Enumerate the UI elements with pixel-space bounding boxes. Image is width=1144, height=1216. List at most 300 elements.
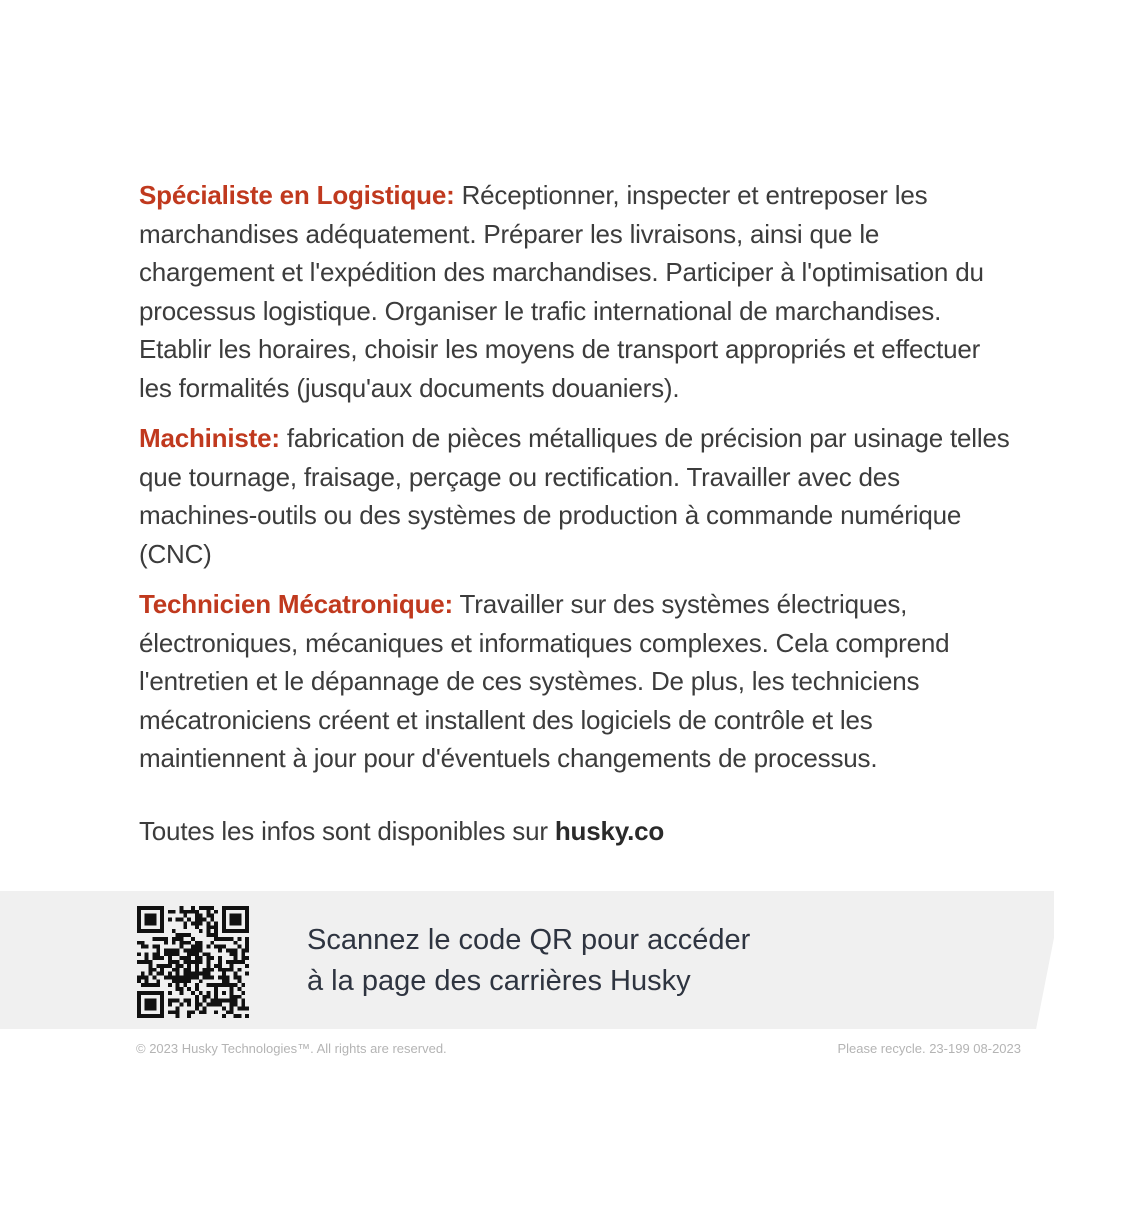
qr-module — [203, 999, 207, 1003]
qr-module — [164, 937, 168, 941]
qr-module — [203, 906, 207, 910]
job-mechatronics — [139, 585, 1019, 778]
qr-module — [195, 964, 199, 968]
qr-module — [168, 983, 172, 987]
qr-module — [141, 906, 145, 910]
qr-module — [222, 999, 226, 1003]
qr-module — [203, 972, 207, 976]
qr-module — [226, 1010, 230, 1014]
qr-module — [199, 979, 203, 983]
copyright-notice: © 2023 Husky Technologies™. All rights are reserved. — [136, 1041, 447, 1056]
qr-module — [137, 1003, 141, 1007]
qr-module — [191, 910, 195, 914]
qr-module — [245, 906, 249, 910]
qr-module — [234, 929, 238, 933]
qr-module — [145, 1014, 149, 1018]
qr-module — [245, 941, 249, 945]
qr-module — [214, 987, 218, 991]
qr-module — [245, 929, 249, 933]
qr-module — [234, 952, 238, 956]
qr-module — [168, 960, 172, 964]
qr-module — [152, 945, 156, 949]
qr-module — [199, 945, 203, 949]
qr-module — [183, 983, 187, 987]
qr-module — [160, 1014, 164, 1018]
recycle-notice: Please recycle. 23-199 08-2023 — [837, 1041, 1021, 1056]
qr-module — [195, 987, 199, 991]
qr-module — [214, 929, 218, 933]
qr-module — [210, 941, 214, 945]
qr-module — [210, 968, 214, 972]
qr-module — [214, 910, 218, 914]
qr-module — [168, 999, 172, 1003]
qr-module — [152, 983, 156, 987]
qr-module — [187, 952, 191, 956]
qr-module — [156, 945, 160, 949]
qr-module — [183, 999, 187, 1003]
qr-module — [237, 1006, 241, 1010]
qr-module — [199, 929, 203, 933]
qr-module — [168, 1010, 172, 1014]
qr-module — [237, 906, 241, 910]
qr-caption-line-2: à la page des carrières Husky — [307, 965, 691, 997]
qr-module — [191, 960, 195, 964]
qr-module — [245, 945, 249, 949]
qr-module — [149, 964, 153, 968]
job-text-mechatronics: Travailler sur des systèmes électriques, électroniques, mécaniques et informatiques complexes. Cela comprend l'entretien et le dépannage de ces systèmes. De plus, les techniciens mécatroniciens créent et installent des logiciels de contrôle et les maintiennent à jour pour d'éventuels changements de processus. — [139, 589, 950, 773]
qr-module — [141, 983, 145, 987]
qr-module — [176, 999, 180, 1003]
qr-module — [237, 979, 241, 983]
qr-module — [245, 964, 249, 968]
qr-module — [214, 1010, 218, 1014]
qr-module — [187, 910, 191, 914]
qr-module — [226, 968, 230, 972]
qr-module — [210, 925, 214, 929]
qr-module — [234, 976, 238, 980]
qr-module — [237, 918, 241, 922]
qr-module — [187, 941, 191, 945]
qr-module — [195, 968, 199, 972]
qr-module — [191, 1010, 195, 1014]
qr-module — [203, 1010, 207, 1014]
job-title-mechatronics: Technicien Mécatronique: — [139, 589, 453, 619]
qr-module — [203, 1006, 207, 1010]
qr-module — [160, 1006, 164, 1010]
qr-module — [137, 929, 141, 933]
qr-module — [168, 910, 172, 914]
qr-module — [141, 929, 145, 933]
qr-module — [237, 987, 241, 991]
qr-module — [234, 956, 238, 960]
qr-module — [222, 983, 226, 987]
qr-module — [137, 918, 141, 922]
qr-module — [214, 964, 218, 968]
qr-module — [183, 948, 187, 952]
qr-module — [176, 983, 180, 987]
qr-module — [183, 979, 187, 983]
qr-code-icon[interactable] — [137, 906, 249, 1018]
qr-module — [176, 960, 180, 964]
qr-module — [168, 972, 172, 976]
qr-module — [149, 999, 153, 1003]
qr-module — [137, 1010, 141, 1014]
qr-module — [156, 991, 160, 995]
qr-module — [172, 976, 176, 980]
qr-module — [199, 941, 203, 945]
qr-module — [210, 933, 214, 937]
qr-module — [160, 1003, 164, 1007]
qr-module — [179, 933, 183, 937]
qr-module — [222, 929, 226, 933]
qr-module — [137, 941, 141, 945]
qr-module — [145, 918, 149, 922]
qr-module — [137, 925, 141, 929]
qr-module — [160, 968, 164, 972]
qr-module — [160, 921, 164, 925]
qr-module — [241, 983, 245, 987]
qr-module — [210, 918, 214, 922]
qr-module — [207, 991, 211, 995]
qr-module — [152, 918, 156, 922]
qr-module — [183, 925, 187, 929]
qr-module — [195, 1003, 199, 1007]
qr-module — [230, 914, 234, 918]
qr-module — [214, 991, 218, 995]
qr-module — [195, 952, 199, 956]
qr-module — [245, 914, 249, 918]
qr-module — [199, 972, 203, 976]
qr-module — [226, 948, 230, 952]
qr-module — [164, 948, 168, 952]
qr-module — [195, 956, 199, 960]
qr-module — [191, 952, 195, 956]
qr-module — [183, 910, 187, 914]
qr-module — [176, 979, 180, 983]
qr-module — [183, 933, 187, 937]
qr-module — [176, 918, 180, 922]
qr-module — [145, 956, 149, 960]
qr-module — [191, 948, 195, 952]
qr-module — [245, 918, 249, 922]
qr-module — [241, 1003, 245, 1007]
qr-module — [199, 918, 203, 922]
qr-module — [176, 968, 180, 972]
qr-module — [226, 960, 230, 964]
qr-module — [187, 976, 191, 980]
qr-module — [149, 1003, 153, 1007]
qr-module — [203, 995, 207, 999]
qr-module — [137, 952, 141, 956]
qr-module — [168, 991, 172, 995]
qr-module — [179, 976, 183, 980]
qr-module — [245, 1014, 249, 1018]
qr-module — [218, 956, 222, 960]
qr-module — [152, 956, 156, 960]
qr-module — [152, 914, 156, 918]
qr-module — [214, 933, 218, 937]
qr-module — [137, 910, 141, 914]
qr-module — [234, 995, 238, 999]
qr-caption-line-1: Scannez le code QR pour accéder — [307, 924, 751, 956]
qr-module — [172, 960, 176, 964]
qr-module — [152, 952, 156, 956]
qr-module — [214, 921, 218, 925]
qr-module — [160, 925, 164, 929]
qr-module — [156, 964, 160, 968]
qr-module — [222, 968, 226, 972]
qr-module — [183, 941, 187, 945]
qr-module — [222, 979, 226, 983]
qr-module — [207, 995, 211, 999]
qr-module — [168, 964, 172, 968]
qr-module — [172, 979, 176, 983]
qr-module — [183, 976, 187, 980]
qr-module — [149, 906, 153, 910]
qr-module — [230, 1010, 234, 1014]
qr-module — [145, 1006, 149, 1010]
qr-module — [234, 1003, 238, 1007]
qr-module — [222, 1006, 226, 1010]
qr-module — [160, 910, 164, 914]
qr-module — [241, 960, 245, 964]
qr-module — [195, 921, 199, 925]
qr-module — [226, 906, 230, 910]
qr-module — [199, 991, 203, 995]
qr-module — [230, 968, 234, 972]
qr-module — [160, 914, 164, 918]
qr-module — [207, 968, 211, 972]
qr-module — [195, 925, 199, 929]
qr-module — [141, 991, 145, 995]
qr-module — [222, 921, 226, 925]
qr-module — [149, 921, 153, 925]
qr-module — [145, 999, 149, 1003]
qr-module — [199, 960, 203, 964]
qr-module — [222, 914, 226, 918]
qr-module — [179, 956, 183, 960]
qr-module — [168, 1003, 172, 1007]
qr-module — [141, 945, 145, 949]
qr-module — [160, 937, 164, 941]
qr-module — [179, 906, 183, 910]
qr-module — [230, 918, 234, 922]
qr-module — [179, 910, 183, 914]
qr-module — [207, 976, 211, 980]
qr-module — [241, 999, 245, 1003]
job-machinist — [139, 419, 1019, 573]
qr-module — [179, 987, 183, 991]
qr-module — [245, 921, 249, 925]
qr-module — [152, 906, 156, 910]
qr-module — [230, 987, 234, 991]
qr-module — [137, 1014, 141, 1018]
qr-module — [149, 929, 153, 933]
qr-module — [164, 941, 168, 945]
qr-module — [149, 983, 153, 987]
qr-module — [152, 937, 156, 941]
qr-module — [187, 979, 191, 983]
qr-module — [156, 929, 160, 933]
qr-module — [195, 914, 199, 918]
qr-module — [210, 1003, 214, 1007]
qr-module — [149, 1014, 153, 1018]
qr-module — [245, 956, 249, 960]
qr-module — [152, 991, 156, 995]
qr-module — [191, 906, 195, 910]
qr-module — [214, 1003, 218, 1007]
qr-module — [234, 921, 238, 925]
qr-module — [230, 995, 234, 999]
qr-module — [203, 968, 207, 972]
qr-module — [234, 960, 238, 964]
qr-module — [222, 972, 226, 976]
qr-module — [234, 972, 238, 976]
qr-module — [172, 1010, 176, 1014]
qr-module — [172, 910, 176, 914]
qr-module — [164, 952, 168, 956]
qr-module — [137, 914, 141, 918]
qr-module — [191, 937, 195, 941]
qr-module — [222, 906, 226, 910]
qr-module — [137, 979, 141, 983]
qr-module — [137, 1006, 141, 1010]
qr-module — [237, 937, 241, 941]
qr-module — [234, 948, 238, 952]
qr-module — [207, 983, 211, 987]
qr-module — [172, 948, 176, 952]
qr-module — [207, 1003, 211, 1007]
qr-module — [145, 906, 149, 910]
qr-module — [230, 921, 234, 925]
qr-module — [195, 941, 199, 945]
qr-module — [234, 999, 238, 1003]
qr-module — [156, 906, 160, 910]
qr-module — [195, 999, 199, 1003]
qr-module — [187, 918, 191, 922]
qr-module — [191, 972, 195, 976]
qr-module — [207, 921, 211, 925]
qr-module — [218, 999, 222, 1003]
qr-module — [160, 956, 164, 960]
qr-module — [245, 910, 249, 914]
qr-module — [172, 999, 176, 1003]
qr-module — [191, 976, 195, 980]
qr-module — [145, 991, 149, 995]
qr-module — [152, 999, 156, 1003]
qr-module — [234, 906, 238, 910]
qr-module — [203, 976, 207, 980]
qr-module — [156, 952, 160, 956]
qr-module — [183, 960, 187, 964]
qr-module — [145, 960, 149, 964]
qr-module — [237, 929, 241, 933]
qr-module — [172, 952, 176, 956]
qr-module — [230, 929, 234, 933]
qr-module — [214, 925, 218, 929]
qr-module — [191, 945, 195, 949]
qr-module — [207, 910, 211, 914]
qr-module — [176, 952, 180, 956]
qr-module — [152, 1003, 156, 1007]
job-title-logistics: Spécialiste en Logistique: — [139, 180, 455, 210]
qr-module — [179, 964, 183, 968]
qr-module — [226, 999, 230, 1003]
qr-module — [156, 956, 160, 960]
qr-module — [145, 921, 149, 925]
qr-module — [207, 925, 211, 929]
qr-module — [230, 906, 234, 910]
qr-module — [207, 964, 211, 968]
qr-module — [237, 1014, 241, 1018]
qr-module — [187, 964, 191, 968]
qr-module — [168, 918, 172, 922]
qr-module — [141, 960, 145, 964]
qr-module — [237, 945, 241, 949]
qr-module — [230, 983, 234, 987]
qr-module — [160, 906, 164, 910]
qr-module — [149, 960, 153, 964]
website-link[interactable]: husky.co — [554, 816, 665, 846]
qr-module — [179, 945, 183, 949]
qr-module — [245, 937, 249, 941]
qr-module — [218, 964, 222, 968]
qr-module — [245, 948, 249, 952]
qr-module — [222, 937, 226, 941]
qr-module — [172, 937, 176, 941]
qr-module — [149, 1006, 153, 1010]
qr-module — [241, 952, 245, 956]
qr-module — [241, 956, 245, 960]
info-line — [139, 812, 664, 850]
qr-module — [187, 960, 191, 964]
qr-module — [187, 933, 191, 937]
qr-module — [160, 999, 164, 1003]
qr-module — [203, 952, 207, 956]
qr-module — [145, 945, 149, 949]
qr-module — [222, 925, 226, 929]
qr-module — [191, 991, 195, 995]
qr-module — [152, 929, 156, 933]
qr-module — [234, 983, 238, 987]
qr-module — [222, 918, 226, 922]
qr-module — [152, 1006, 156, 1010]
qr-module — [230, 1003, 234, 1007]
qr-module — [149, 972, 153, 976]
qr-module — [218, 976, 222, 980]
qr-module — [164, 976, 168, 980]
qr-module — [245, 972, 249, 976]
qr-module — [156, 979, 160, 983]
qr-module — [195, 918, 199, 922]
qr-module — [207, 956, 211, 960]
qr-module — [187, 1014, 191, 1018]
qr-module — [137, 921, 141, 925]
qr-module — [191, 921, 195, 925]
qr-module — [152, 921, 156, 925]
qr-module — [179, 937, 183, 941]
qr-module — [218, 983, 222, 987]
qr-module — [176, 1014, 180, 1018]
qr-module — [241, 1006, 245, 1010]
qr-module — [176, 937, 180, 941]
qr-module — [172, 968, 176, 972]
qr-module — [141, 941, 145, 945]
job-descriptions — [139, 176, 1019, 790]
qr-module — [176, 976, 180, 980]
qr-module — [222, 976, 226, 980]
qr-module — [241, 948, 245, 952]
